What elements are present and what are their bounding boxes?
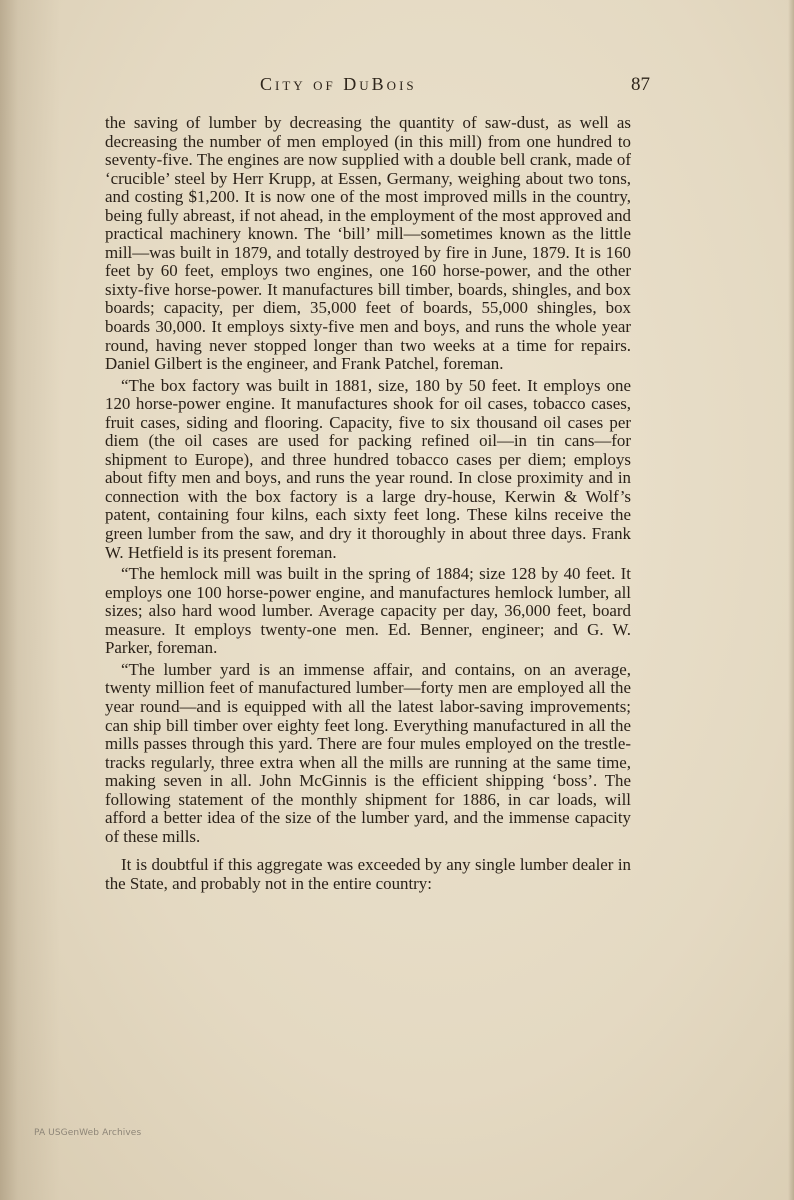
paragraph-aggregate: It is doubtful if this aggregate was exceeded by any single lumber dealer in the State, and probably not in the entire country: <box>105 855 631 893</box>
body-text <box>105 114 631 893</box>
page-header <box>105 74 650 102</box>
paragraph-hemlock-mill: “The hemlock mill was built in the spring of 1884; size 128 by 40 feet. It employs one 100 horse-power engine, and manufactures hemlock lumber, all sizes; also hard wood lumber. Average capacity per day, 36,000 feet, board measure. It employs twenty-one men. Ed. Benner, engineer; and G. W. Parker, foreman. <box>105 564 631 658</box>
paragraph-lumber-yard: “The lumber yard is an immense affair, and contains, on an average, twenty million feet of manufactured lumber—forty men are employed all the year round—and is equipped with all the latest labor-saving improvements; can ship bill timber over eighty feet long. Everything manufactured in all the mills passes through this yard. There are four mules employed on the trestle-tracks regularly, three extra when all the mills are running at the same time, making seven in all. John McGinnis is the efficient shipping ‘boss’. The following statement of the monthly shipment for 1886, in car loads, will afford a better idea of the size of the lumber yard, and the immense capacity of these mills. <box>105 659 631 846</box>
paragraph-mills: the saving of lumber by decreasing the quantity of saw-dust, as well as decreasing the number of men employed (in this mill) from one hundred to seventy-five. The engines are now supplied with a double bell crank, made of ‘crucible’ steel by Herr Krupp, at Essen, Germany, weighing about two tons, and costing $1,200. It is now one of the most improved mills in the country, being fully abreast, if not ahead, in the employment of the most approved and practical machinery known. The ‘bill’ mill—sometimes known as the little mill—was built in 1879, and totally destroyed by fire in June, 1879. It is 160 feet by 60 feet, employs two engines, one 160 horse-power, and the other sixty-five horse-power. It manufactures bill timber, boards, shingles, and box boards; capacity, per diem, 35,000 feet of boards, 55,000 shingles, box boards 30,000. It employs sixty-five men and boys, and runs the whole year round, having never stopped longer than two weeks at a time for repairs. Daniel Gilbert is the engineer, and Frank Patchel, foreman. <box>105 113 631 374</box>
running-title: City of DuBois <box>260 74 417 94</box>
page-edge-shadow <box>788 0 794 1200</box>
paragraph-box-factory: “The box factory was built in 1881, size, 180 by 50 feet. It employs one 120 horse-power engine. It manufactures shook for oil cases, tobacco cases, fruit cases, siding and flooring. Capacity, five to six thousand oil cases per diem (the oil cases are used for packing refined oil—in tin cans—for shipment to Europe), and three hundred tobacco cases per diem; employs about fifty men and boys, and runs the year round. In close proximity and in connection with the box factory is a large dry-house, Kerwin & Wolf’s patent, containing four kilns, each sixty feet long. These kilns receive the green lumber from the saw, and dry it thoroughly in about three days. Frank W. Hetfield is its present foreman. <box>105 375 631 562</box>
page-number: 87 <box>631 74 650 95</box>
archive-watermark: PA USGenWeb Archives <box>34 1128 142 1138</box>
